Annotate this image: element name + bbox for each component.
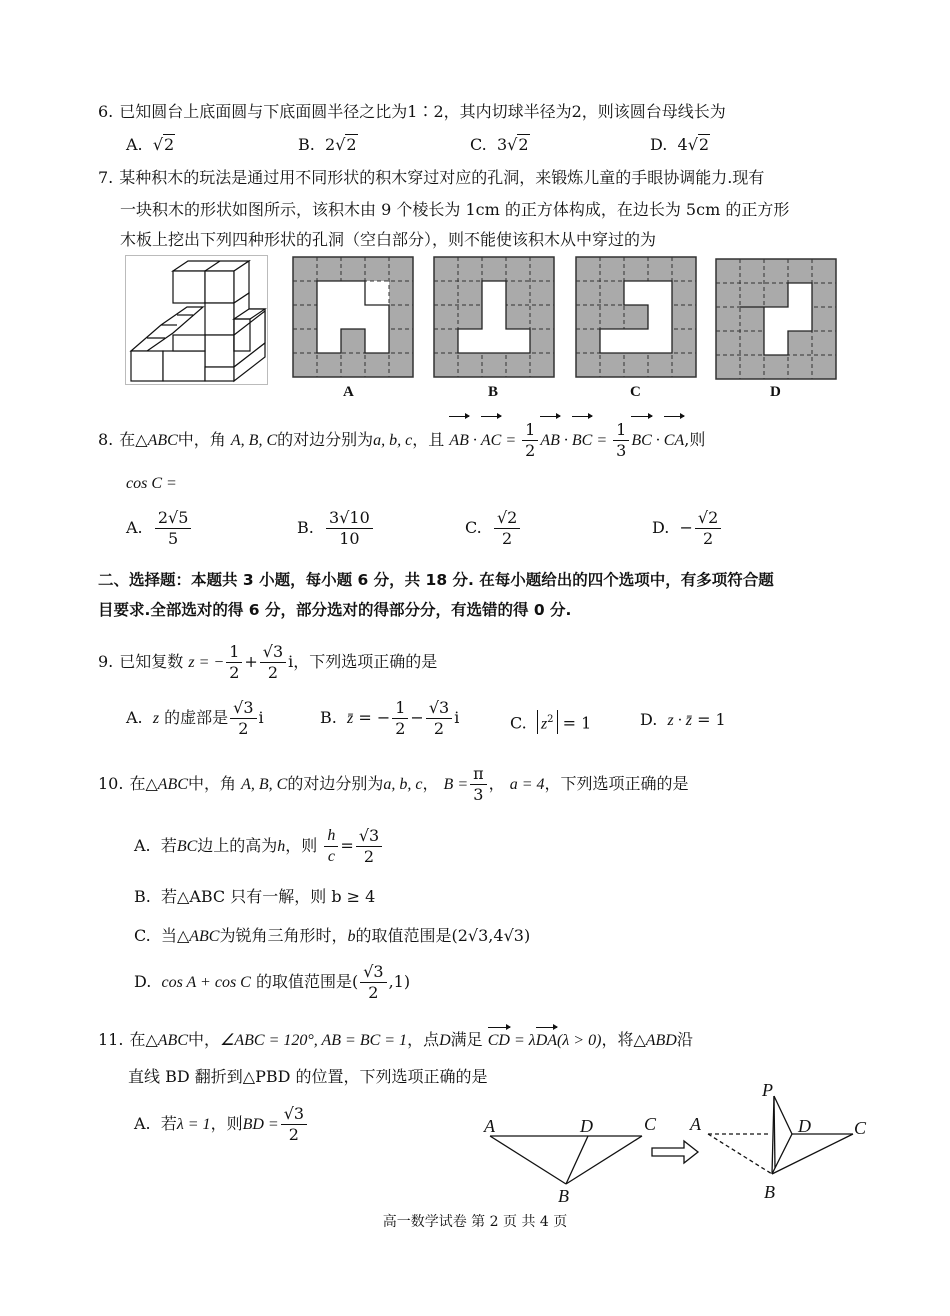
block-figure bbox=[125, 255, 268, 385]
q10-option-c: C. 当△ABC为锐角三角形时，b的取值范围是(2√3,4√3) bbox=[134, 926, 531, 945]
q6-option-d: D. 4√2 bbox=[650, 135, 710, 154]
q10-option-b: B. 若△ABC 只有一解，则 b ≥ 4 bbox=[134, 887, 376, 906]
board-d bbox=[715, 258, 837, 380]
fig-label-c: C bbox=[644, 1114, 657, 1134]
section-2-header-line-1: 二、选择题：本题共 3 小题，每小题 6 分，共 18 分. 在每小题给出的四个选项中，有多项符合题 bbox=[98, 571, 774, 589]
board-c bbox=[575, 256, 697, 378]
q8-option-b: B. $\frac{3√10}{10}$ bbox=[297, 508, 375, 549]
fig-label-a: A bbox=[484, 1116, 495, 1136]
q9-option-b: B. z̄ = − $\frac{1}{2}$ − $\frac{√3}{2}$ i bbox=[320, 698, 460, 738]
board-a bbox=[292, 256, 414, 378]
question-9: 9. 已知复数 z = − $\frac{1}{2}$ + $\frac{√3}{2}$ i，下列选项正确的是 bbox=[98, 642, 438, 682]
fig-label-p: P bbox=[762, 1080, 773, 1100]
question-11-line-1: 11. 在△ABC中，∠ABC = 120°, AB = BC = 1，点D满足 CD = λDA(λ > 0)，将△ABD沿 bbox=[98, 1029, 693, 1052]
fig-label-a-folded: A bbox=[690, 1114, 701, 1134]
q10-option-a: A. 若BC边上的高为h，则 $\frac{h}{c}$ = $\frac{√3}{2}$ bbox=[134, 826, 384, 867]
fig-label-d-folded: D bbox=[798, 1116, 811, 1136]
q9-option-a: A. z 的虚部是 $\frac{√3}{2}$ i bbox=[126, 698, 264, 738]
q6-option-a: A. √2 bbox=[126, 135, 175, 154]
question-6-text: 已知圆台上底面圆与下底面圆半径之比为1∶2，其内切球半径为2，则该圆台母线长为 bbox=[119, 102, 726, 121]
q9-option-d: D. z · z̄ = 1 bbox=[640, 710, 726, 729]
board-b bbox=[433, 256, 555, 378]
q9-option-c: C. $z^2 = 1$ bbox=[510, 710, 591, 734]
fold-figure bbox=[480, 1078, 880, 1206]
question-8-line-1: 8. 在△ABC中，角 A, B, C的对边分别为a, b, c，且 AB · AC = $\frac{1}{2}$ AB · BC = $\frac{1}{3}$ BC · CA,则 bbox=[98, 418, 705, 463]
board-d-label: D bbox=[770, 384, 781, 400]
q6-option-b: B. 2√2 bbox=[298, 135, 357, 154]
fig-label-b-folded: B bbox=[764, 1182, 775, 1202]
question-6: 6. 已知圆台上底面圆与下底面圆半径之比为1∶2，其内切球半径为2，则该圆台母线长为 bbox=[98, 102, 726, 121]
section-2-header-line-2: 目要求.全部选对的得 6 分，部分选对的得部分分，有选错的得 0 分. bbox=[98, 601, 572, 619]
q11-option-a: A. 若λ = 1，则BD = $\frac{√3}{2}$ bbox=[134, 1104, 309, 1145]
q6-option-c: C. 3√2 bbox=[470, 135, 529, 154]
page-footer: 高一数学试卷 第 2 页 共 4 页 bbox=[382, 1214, 568, 1230]
q8-option-c: C. $\frac{√2}{2}$ bbox=[465, 508, 522, 549]
q8-option-a: A. $\frac{2√5}{5}$ bbox=[126, 508, 193, 549]
question-7-line-2: 一块积木的形状如图所示，该积木由 9 个棱长为 1cm 的正方体构成，在边长为 5cm 的正方形 bbox=[120, 200, 790, 219]
board-a-label: A bbox=[343, 384, 354, 400]
q10-option-d: D. cos A + cos C 的取值范围是( $\frac{√3}{2}$ ,1) bbox=[134, 962, 411, 1002]
q8-option-d: D. − $\frac{√2}{2}$ bbox=[652, 508, 723, 549]
board-b-label: B bbox=[488, 384, 499, 400]
question-11-line-2: 直线 BD 翻折到△PBD 的位置，下列选项正确的是 bbox=[128, 1067, 488, 1086]
fig-label-b: B bbox=[558, 1186, 569, 1206]
board-c-label: C bbox=[630, 384, 641, 400]
question-7-line-3: 木板上挖出下列四种形状的孔洞（空白部分），则不能使该积木从中穿过的为 bbox=[120, 230, 657, 249]
question-8-cos-c: cos C = bbox=[126, 475, 177, 492]
question-10: 10. 在△ABC中，角 A, B, C的对边分别为a, b, c， B = $\frac{\pi}{3}$ ， a = 4，下列选项正确的是 bbox=[98, 764, 689, 804]
fig-label-d: D bbox=[580, 1116, 593, 1136]
fig-label-c-folded: C bbox=[854, 1118, 867, 1138]
question-7-line-1: 7. 某种积木的玩法是通过用不同形状的积木穿过对应的孔洞，来锻炼儿童的手眼协调能力.现有 bbox=[98, 168, 765, 187]
